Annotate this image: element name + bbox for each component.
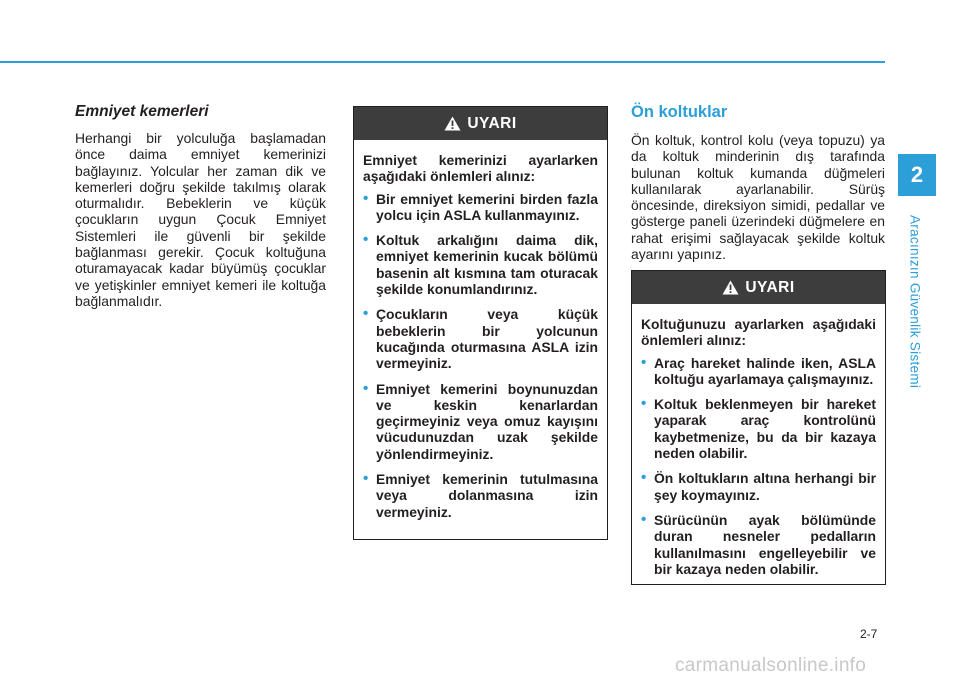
- section-body: Herhangi bir yolculuğa başlamadan önce daima emniyet kemerinizi bağlayınız. Yolcular her zaman dik ve kemerleri doğru şekilde takılmış olarak oturmalıdır. Bebeklerin ve küçük çocukların uygun Çocuk Emniyet Sistemleri ile güvenli bir şekilde bağlanması gerekir. Çocuk koltuğuna oturamayacak kadar büyümüş çocuklar ve yetişkinler emniyet kemeri ile koltuğa bağlanmalıdır.: [75, 130, 326, 309]
- warning-header: [354, 107, 607, 140]
- warning-item-text: Bir emniyet kemerini birden fazla yolcu için ASLA kullanmayınız.: [376, 190, 598, 223]
- warning-item: [363, 232, 598, 297]
- chapter-side-label: [900, 215, 930, 390]
- front-seats-section: [631, 103, 885, 262]
- section-title: Emniyet kemerleri: [75, 103, 209, 120]
- warning-item-text: Koltuk arkalığını daima dik, emniyet kemerinin kucak bölümü basenin alt kısmına tam oturacak şekilde konumlandırınız.: [376, 232, 598, 298]
- bullet-icon: •: [363, 231, 369, 249]
- bullet-icon: •: [363, 470, 369, 488]
- warning-item-text: Araç hareket halinde iken, ASLA koltuğu ayarlamaya çalışmayınız.: [654, 354, 876, 387]
- warning-header-label: UYARI: [745, 278, 795, 296]
- warning-item-text: Çocukların veya küçük bebeklerin bir yolcunun kucağında oturmasına ASLA izin vermeyiniz.: [376, 306, 598, 372]
- warning-item-text: Sürücünün ayak bölümünde duran nesneler pedalların kullanılmasını engelleyebilir ve bir kazaya neden olabilir.: [654, 511, 876, 577]
- warning-triangle-icon: [444, 116, 461, 131]
- warning-body: [632, 304, 885, 596]
- warning-item: [363, 471, 598, 520]
- watermark: carmanualsonline.info: [675, 655, 867, 676]
- chapter-title: Aracınızın Güvenlik Sistemi: [907, 215, 923, 389]
- bullet-icon: •: [641, 510, 647, 528]
- section-body: Ön koltuk, kontrol kolu (veya topuzu) ya da koltuk minderinin dış tarafında bulunan koltuk kumanda düğmeleri kullanılarak ayarlanabilir. Sürüş öncesinde, direksiyon simidi, pedallar ve gösterge paneli üzerindeki düğmelere en rahat erişimi sağlayacak şekilde koltuk ayarını yapınız.: [631, 132, 885, 263]
- warning-box-seats: [631, 270, 886, 585]
- warning-header: [632, 271, 885, 304]
- bullet-icon: •: [363, 189, 369, 207]
- page-number: 2-7: [860, 627, 878, 641]
- top-rule: [0, 61, 885, 63]
- warning-item-text: Ön koltukların altına herhangi bir şey koymayınız.: [654, 470, 876, 503]
- warning-item: [641, 470, 876, 503]
- warning-item: [641, 396, 876, 461]
- warning-intro: Emniyet kemerinizi ayarlarken aşağıdaki önlemleri alınız:: [363, 152, 598, 185]
- warning-list: [641, 355, 876, 578]
- warning-item-text: Koltuk beklenmeyen bir hareket yaparak araç kontrolünü kaybetmenize, bu da bir kazaya neden olabilir.: [654, 396, 876, 462]
- warning-item: [641, 512, 876, 577]
- warning-item: [363, 381, 598, 462]
- bullet-icon: •: [641, 395, 647, 413]
- warning-intro: Koltuğunuzu ayarlarken aşağıdaki önlemleri alınız:: [641, 316, 876, 349]
- warning-list: [363, 191, 598, 520]
- warning-body: [354, 140, 607, 539]
- warning-item: [641, 355, 876, 388]
- warning-box-seat-belts: [353, 106, 608, 540]
- bullet-icon: •: [641, 469, 647, 487]
- chapter-tab: 2: [898, 154, 936, 196]
- bullet-icon: •: [363, 379, 369, 397]
- seat-belts-section: [75, 103, 326, 309]
- section-title: Ön koltuklar: [631, 103, 728, 121]
- warning-item-text: Emniyet kemerinin tutulmasına veya dolanmasına izin vermeyiniz.: [376, 471, 598, 520]
- bullet-icon: •: [363, 305, 369, 323]
- warning-item-text: Emniyet kemerini boynunuzdan ve keskin kenarlardan geçirmeyiniz veya omuz kayışını vücudunuzdan uzak şekilde yönlendirmeyiniz.: [376, 380, 598, 462]
- warning-item: [363, 191, 598, 224]
- warning-item: [363, 306, 598, 371]
- warning-header-label: UYARI: [467, 114, 517, 132]
- warning-triangle-icon: [722, 280, 739, 295]
- bullet-icon: •: [641, 353, 647, 371]
